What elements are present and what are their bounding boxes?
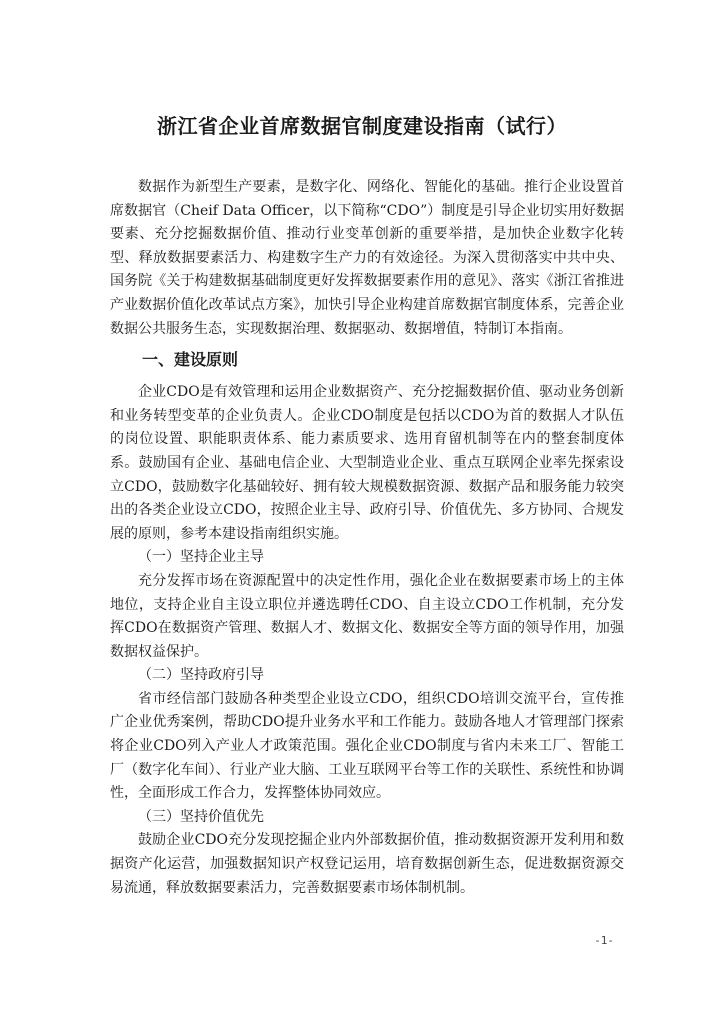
subsection-heading-government-guided: （二）坚持政府引导 bbox=[138, 667, 264, 684]
document-body bbox=[110, 176, 624, 900]
page-number: -1- bbox=[594, 934, 614, 947]
subsection-heading-enterprise-led: （一）坚持企业主导 bbox=[138, 549, 264, 566]
intro-paragraph: 数据作为新型生产要素，是数字化、网络化、智能化的基础。推行企业设置首席数据官（Cheif Data Officer，以下简称“CDO”）制度是引导企业切实用好数据要素、充分挖掘数据价值、推动行业变革创新的重要举措，是加快企业数字化转型、释放数据要素活力、构建数字生产力的有效途径。为深入贯彻落实中共中央、国务院《关于构建数据基础制度更好发挥数据要素作用的意见》、落实《浙江省推进产业数据价值化改革试点方案》，加快引导企业构建首席数据官制度体系，完善企业数据公共服务生态，实现数据治理、数据驱动、数据增值，特制订本指南。 bbox=[110, 179, 624, 337]
enterprise-led-paragraph: 充分发挥市场在资源配置中的决定性作用，强化企业在数据要素市场上的主体地位，支持企业自主设立职位并遴选聘任CDO、自主设立CDO工作机制，充分发挥CDO在数据资产管理、数据人才、数据文化、数据安全等方面的领导作用，加强数据权益保护。 bbox=[110, 572, 624, 660]
government-guided-paragraph: 省市经信部门鼓励各种类型企业设立CDO，组织CDO培训交流平台，宣传推广企业优秀案例，帮助CDO提升业务水平和工作能力。鼓励各地人才管理部门探索将企业CDO列入产业人才政策范围。强化企业CDO制度与省内未来工厂、智能工厂（数字化车间）、行业产业大脑、工业互联网平台等工作的关联性、系统性和协调性，全面形成工作合力，发挥整体协同效应。 bbox=[110, 690, 624, 802]
document-title: 浙江省企业首席数据官制度建设指南（试行） bbox=[157, 114, 567, 138]
section-heading-principles: 一、建设原则 bbox=[142, 350, 239, 370]
principles-paragraph: 企业CDO是有效管理和运用企业数据资产、充分挖掘数据价值、驱动业务创新和业务转型变革的企业负责人。企业CDO制度是包括以CDO为首的数据人才队伍的岗位设置、职能职责体系、能力素质要求、选用育留机制等在内的整套制度体系。鼓励国有企业、基础电信企业、大型制造业企业、重点互联网企业率先探索设立CDO，鼓励数字化基础较好、拥有较大规模数据资源、数据产品和服务能力较突出的各类企业设立CDO，按照企业主导、政府引导、价值优先、多方协同、合规发展的原则，参考本建设指南组织实施。 bbox=[110, 384, 624, 542]
value-first-paragraph: 鼓励企业CDO充分发现挖掘企业内外部数据价值，推动数据资源开发利用和数据资产化运营，加强数据知识产权登记运用，培育数据创新生态，促进数据资源交易流通，释放数据要素活力，完善数据要素市场体制机制。 bbox=[110, 832, 624, 896]
subsection-heading-value-first: （三）坚持价值优先 bbox=[138, 808, 264, 825]
